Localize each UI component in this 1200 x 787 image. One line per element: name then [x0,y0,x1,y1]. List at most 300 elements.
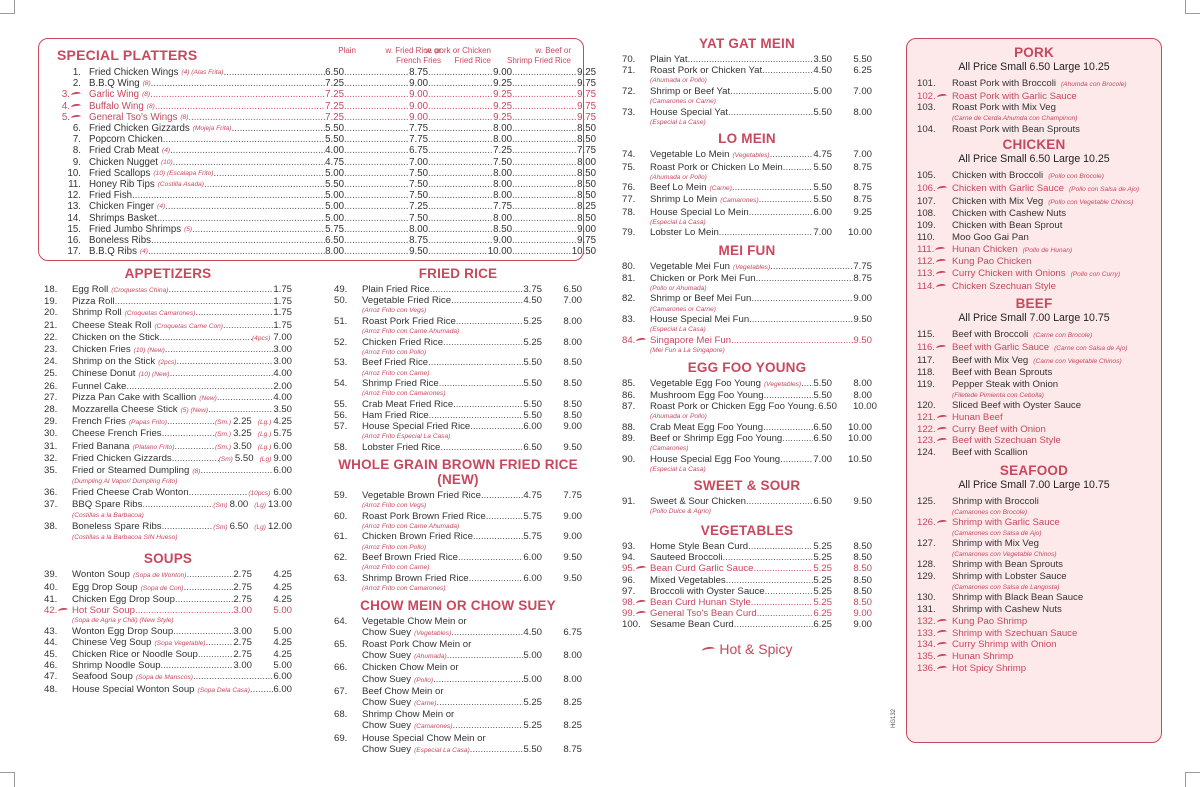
dot-leader [723,552,814,563]
item-number [622,261,650,272]
price-large: 8.50 [563,357,582,369]
item-number [57,201,89,212]
spanish-translation: (Camarones) [650,445,689,453]
item-name: Garlic Wing [89,89,140,101]
header-line: French Fries [396,56,441,65]
item-note: (New) [199,394,217,402]
item-note: (Pollo con Brocole) [1048,173,1104,181]
dot-leader [428,67,493,78]
dot-leader [115,296,274,307]
item-name: Shrimp Brown Fried Rice [362,572,469,584]
item-number-text: 17. [67,246,81,258]
item-note: (Carne con Salsa de Ajo) [1054,345,1128,353]
item-number [44,368,72,379]
dot-leader [512,67,577,78]
column-noodles-vegetables [622,36,877,657]
menu-item-row [622,400,877,412]
item-note: (10) (Escalapa Frito) [153,169,214,177]
item-number [57,112,89,123]
entree-row [917,124,1151,136]
item-name: Chicken Chow Mein or [362,662,459,674]
item-name: Chicken Finger [89,201,155,213]
price-small: 3.50 [233,440,252,452]
item-note: (Vegetables) [763,380,802,388]
entree-row [917,355,1151,368]
item-number [622,162,650,173]
price-small: 5.25 [813,552,832,564]
dot-leader [175,594,233,605]
dot-leader [746,496,813,507]
entree-row [917,412,1151,424]
dot-leader [344,235,409,246]
dot-leader [440,442,523,453]
item-name: Cheese French Fries [72,428,162,440]
hot-pepper-icon [936,414,947,420]
item-name: Chicken Brown Fried Rice [362,531,473,543]
item-name: Chicken Rice or Noodle Soup [72,649,198,661]
item-number [44,671,72,682]
price-large: 8.50 [853,574,872,586]
dot-leader [719,227,814,238]
dot-leader [469,573,524,584]
price-3: 8.00 [577,156,596,168]
item-number [917,538,952,550]
spanish-translation: (Costillas a la Barbacoa) [72,512,144,520]
price-small: 3.50 [813,54,832,65]
price-large: 8.75 [853,182,872,194]
dot-leader [753,563,813,574]
spanish-translation: (Filetede Pimienta con Cebolla) [952,391,1044,399]
item-number-text: 135. [917,650,936,662]
menu-item-row [334,709,582,720]
item-name-line2: Chow Suey [362,696,412,708]
item-name: Honey Rib Tips [89,179,155,191]
item-number-text: 97. [622,585,636,597]
price-3: 9.75 [577,89,596,101]
item-number [917,281,952,293]
item-name-line2: Chow Suey [362,673,412,685]
chicken-title: CHICKEN [1002,137,1066,153]
header-line: w. pork or Chicken [425,46,491,55]
item-name: Fried Crab Meat [89,145,159,157]
price-3: 8.25 [577,201,596,213]
price-large: 6.75 [563,626,582,638]
price-1: 7.25 [409,201,428,213]
item-number [44,332,72,343]
price-plain: 5.00 [325,167,344,179]
menu-item-row [334,616,582,627]
dot-leader [188,112,325,123]
chicken-list [917,170,1151,292]
price-cell [344,246,428,257]
price-plain: 4.75 [325,156,344,168]
dot-leader [173,626,233,637]
price-1: 8.75 [409,235,428,247]
item-name: Kung Pao Shrimp [952,615,1028,627]
item-number-text: 122. [917,423,936,435]
egg-foo-young-list [622,377,877,475]
platter-row [57,78,596,90]
menu-item-row [622,54,872,65]
pork-title: PORK [1014,45,1054,60]
price-small: 3.00 [233,604,252,616]
item-number [622,207,650,218]
item-note: (8) [146,102,155,110]
price-large: 9.25 [853,206,872,218]
menu-item-row [334,552,582,563]
price-large: 8.00 [853,106,872,118]
price-cell [428,134,512,145]
spanish-translation: (Camarones con Salsa de Ajo) [952,529,1042,537]
item-name: Chicken with Bean Sprout [952,220,1063,232]
price: 4.00 [273,391,292,403]
entree-row [917,517,1151,529]
item-number [334,442,362,453]
name-cell [89,235,344,246]
item-name: Popcorn Chicken [89,134,163,146]
dot-leader [512,179,577,190]
item-name: Bean Curd Garlic Sauce [650,563,754,575]
item-name: B.B.Q Ribs [89,246,137,258]
item-number-text: 51. [334,315,348,327]
price-large: 7.75 [563,490,582,502]
dot-leader [224,67,326,78]
item-number [334,421,362,432]
item-number-text: 134. [917,639,936,651]
item-name: Shrimp on the Stick [72,356,156,368]
item-number-text: 23. [44,344,58,356]
item-number [44,626,72,637]
price-cell [344,168,428,179]
price-cell [428,67,512,78]
price-1: 9.00 [409,111,428,123]
dot-leader [780,454,813,465]
dot-leader [456,316,523,327]
item-number [622,194,650,205]
entree-row [917,268,1151,281]
item-number [622,314,650,325]
price-1: 7.75 [409,134,428,146]
item-name: Pizza Roll [72,296,115,308]
price-small: 6.50 [229,520,249,532]
entree-row [917,208,1151,220]
item-name: Lobster Lo Mein [650,227,719,239]
item-name: Roast Pork with Broccoli [952,78,1056,89]
menu-item-row-continued [334,674,582,686]
price: 2.00 [273,380,292,392]
item-name: Shrimp with Broccoli [952,495,1039,507]
dot-leader [762,65,813,76]
item-number [917,102,952,114]
item-number [44,649,72,660]
item-name: Hunan Chicken [952,243,1018,255]
item-name: Pepper Steak with Onion [952,379,1059,391]
column-appetizers-soups [44,266,292,696]
item-number-text: 72. [622,85,636,97]
price-plain: 7.25 [325,89,344,101]
item-note: (4) [162,147,171,155]
item-number [334,410,362,421]
item-number-text: 40. [44,581,58,593]
item-name: Chicken on the Stick [72,331,160,343]
item-number [917,412,952,424]
item-name: Chicken Nugget [89,156,158,168]
item-note: (Vegetables) [733,263,771,271]
item-note: (Ahumada) [414,653,447,661]
price-small: 6.50 [813,421,832,433]
price-large: 8.75 [853,272,872,284]
dot-leader [783,162,814,173]
item-name: Boneless Ribs [89,235,151,247]
item-name: Beef with Scallion [952,447,1028,459]
menu-item-row [334,573,582,584]
item-number-text: 133. [917,627,936,639]
menu-item-row [44,307,292,319]
item-number [334,337,362,348]
menu-item-row [622,563,872,574]
item-number-text: 130. [917,592,936,604]
item-number-text: 70. [622,54,636,65]
menu-item-row [622,541,872,552]
item-note: (4) [139,248,148,256]
item-name: Mushroom Egg Foo Young [650,389,764,401]
dot-leader [512,78,577,89]
menu-item-row-continued [334,720,582,732]
item-name: Vegetable Egg Foo Young [650,377,761,389]
price-cell [428,190,512,201]
price-small: 6.50 [523,441,542,453]
item-note: (Papas Frito) [128,419,167,427]
price-cell [344,89,428,100]
item-number [917,517,952,529]
item-number-text: 8. [72,145,81,157]
price-1: 9.00 [409,78,428,90]
item-name: Roast Pork or Chicken Lo Mein [650,161,783,173]
header-line: w. Beef or [535,46,571,55]
item-number-text: 123. [917,435,936,447]
name-cell [89,67,344,78]
spanish-translation: (Camarones con Salsa de Langosta) [952,583,1060,591]
dot-leader [206,637,234,648]
item-number [917,170,952,182]
spanish-translation: (Camarones con Brocole) [952,508,1028,516]
item-name-line2: Chow Suey [362,743,412,755]
item-number-text: 20. [44,307,58,319]
dot-leader [436,697,523,708]
item-number-text: 47. [44,671,58,683]
price-cell [512,101,596,112]
item-number-text: 71. [622,65,636,77]
price-cell [512,213,596,224]
price-large: 8.50 [563,409,582,421]
price-plain: 8.00 [325,246,344,258]
item-number-text: 54. [334,378,348,390]
print-code: HG132 [891,708,897,728]
price-large: 4.25 [273,636,292,648]
small-label: (Sm) [218,455,233,463]
price-small: 2.75 [233,636,252,648]
item-name: Singapore Mei Fun [650,334,732,346]
menu-item-row [44,569,292,581]
item-note: (Carne) [709,185,732,193]
dot-leader [512,224,577,235]
price-small: 5.50 [523,357,542,369]
name-cell [89,123,344,134]
price-cell [344,112,428,123]
item-number-text: 121. [917,412,936,424]
sweet-sour-list [622,496,872,517]
item-name: Roast Pork with Mix Veg [952,102,1056,114]
price-small: 5.25 [523,696,542,708]
item-note: (Vegetables) [732,152,770,160]
item-number [44,441,72,452]
item-number [44,284,72,295]
item-name: Ham Fried Rice [362,409,429,421]
hot-pepper-icon [936,438,947,444]
item-number-text: 105. [917,170,936,182]
price-cell [428,246,512,257]
dot-leader [167,416,215,427]
item-number [622,552,650,563]
price-cell [344,213,428,224]
menu-item-row [622,586,872,597]
hot-spicy-legend [622,641,872,657]
price-plain: 6.50 [325,235,344,247]
item-number-text: 77. [622,194,636,206]
item-number-text: 111. [917,243,935,255]
vegetables-title: VEGETABLES [700,522,794,538]
item-number [622,54,650,65]
dot-leader [177,356,274,367]
item-name: Chicken Egg Drop Soup [72,593,175,605]
item-name: Chicken with Cashew Nuts [952,208,1067,220]
price-small: 2.75 [233,569,252,581]
menu-item-row [334,662,582,673]
platter-row [57,201,596,213]
item-number-text: 73. [622,106,636,118]
dot-leader [344,89,409,100]
price: 1.75 [273,284,292,295]
item-number-text: 120. [917,400,936,412]
price-plain: 5.00 [325,190,344,202]
item-name: Fried or Steamed Dumpling [72,465,190,477]
price-cell [512,157,596,168]
name-cell [89,101,344,112]
dot-leader [751,293,853,304]
item-number-text: 117. [917,354,935,366]
item-number [917,78,952,90]
price: 1.75 [273,319,292,331]
item-number-text: 15. [67,223,81,235]
dot-leader [195,307,273,318]
item-number-text: 82. [622,293,636,305]
item-number [57,123,89,134]
price-3: 8.50 [577,179,596,191]
price-large: 10.00 [852,400,877,412]
item-number-text: 112. [917,256,935,268]
dot-leader [453,399,523,410]
menu-item-row [622,261,872,273]
item-number [44,296,72,307]
price-cell [428,235,512,246]
mei-fun-title: MEI FUN [718,242,776,258]
menu-item-row [622,293,872,304]
price-cell [428,201,512,212]
large-label: (Lg.) [257,431,272,439]
item-number [44,582,72,593]
item-number-text: 101. [917,78,936,89]
item-number-text: 10. [67,167,81,179]
large-label: (Lg.) [257,443,272,451]
dot-leader [770,261,853,272]
price-3: 9.75 [577,100,596,112]
platter-row [57,223,596,235]
item-number-text: 116. [917,342,935,354]
pork-list [917,78,1151,135]
item-note: (4) [157,203,166,211]
price-large: 9.00 [853,619,872,631]
item-number-text: 127. [917,538,936,550]
appetizers-list [44,284,292,542]
hot-pepper-icon [936,642,947,648]
menu-item-row [622,335,872,346]
menu-item-row [334,639,582,650]
chow-mein-title: CHOW MEIN OR CHOW SUEY [360,597,556,613]
price-small: 6.00 [523,421,542,433]
menu-item-row [44,453,292,465]
crop-mark-top-right [1185,0,1200,14]
price-large: 5.00 [273,625,292,637]
item-note: (Croquetas Carne Con) [154,322,224,330]
dot-leader [748,541,813,552]
egg-foo-young-title: EGG FOO YOUNG [687,359,807,375]
item-number [44,594,72,605]
menu-item-row-continued [334,627,582,639]
price-plain: 5.00 [325,212,344,224]
hot-pepper-icon [936,283,947,289]
item-number [622,227,650,238]
item-number [622,608,650,619]
item-number-text: 22. [44,331,58,343]
dot-leader [428,123,493,134]
soups-list [44,569,292,696]
hot-pepper-icon [58,607,69,613]
price-small: 5.00 [813,85,832,97]
item-name: Wonton Soup [72,569,130,581]
dot-leader [764,390,814,401]
menu-item-row [334,442,582,453]
item-name: Vegetable Chow Mein or [362,615,467,627]
dot-leader [344,145,409,156]
item-name: Beef Brown Fried Rice [362,552,458,564]
menu-item-row [44,332,292,344]
item-number-text: 30. [44,428,58,440]
price-cell [428,123,512,134]
item-name: Shrimp Noodle Soup [72,660,161,672]
price-large: 9.50 [563,552,582,564]
item-name: Wonton Egg Drop Soup [72,625,174,637]
item-number-text: 13. [67,201,81,213]
item-note: (Carne con Vegetable Chinos) [1033,357,1122,365]
entree-row [917,220,1151,232]
price-cell [428,145,512,156]
price-small: 6.50 [818,400,837,412]
item-name: Roast Pork Chow Mein or [362,638,472,650]
menu-item-row-continued [334,744,582,756]
item-number-text: 59. [334,490,348,502]
price: 3.00 [273,344,292,356]
price-cell [344,190,428,201]
